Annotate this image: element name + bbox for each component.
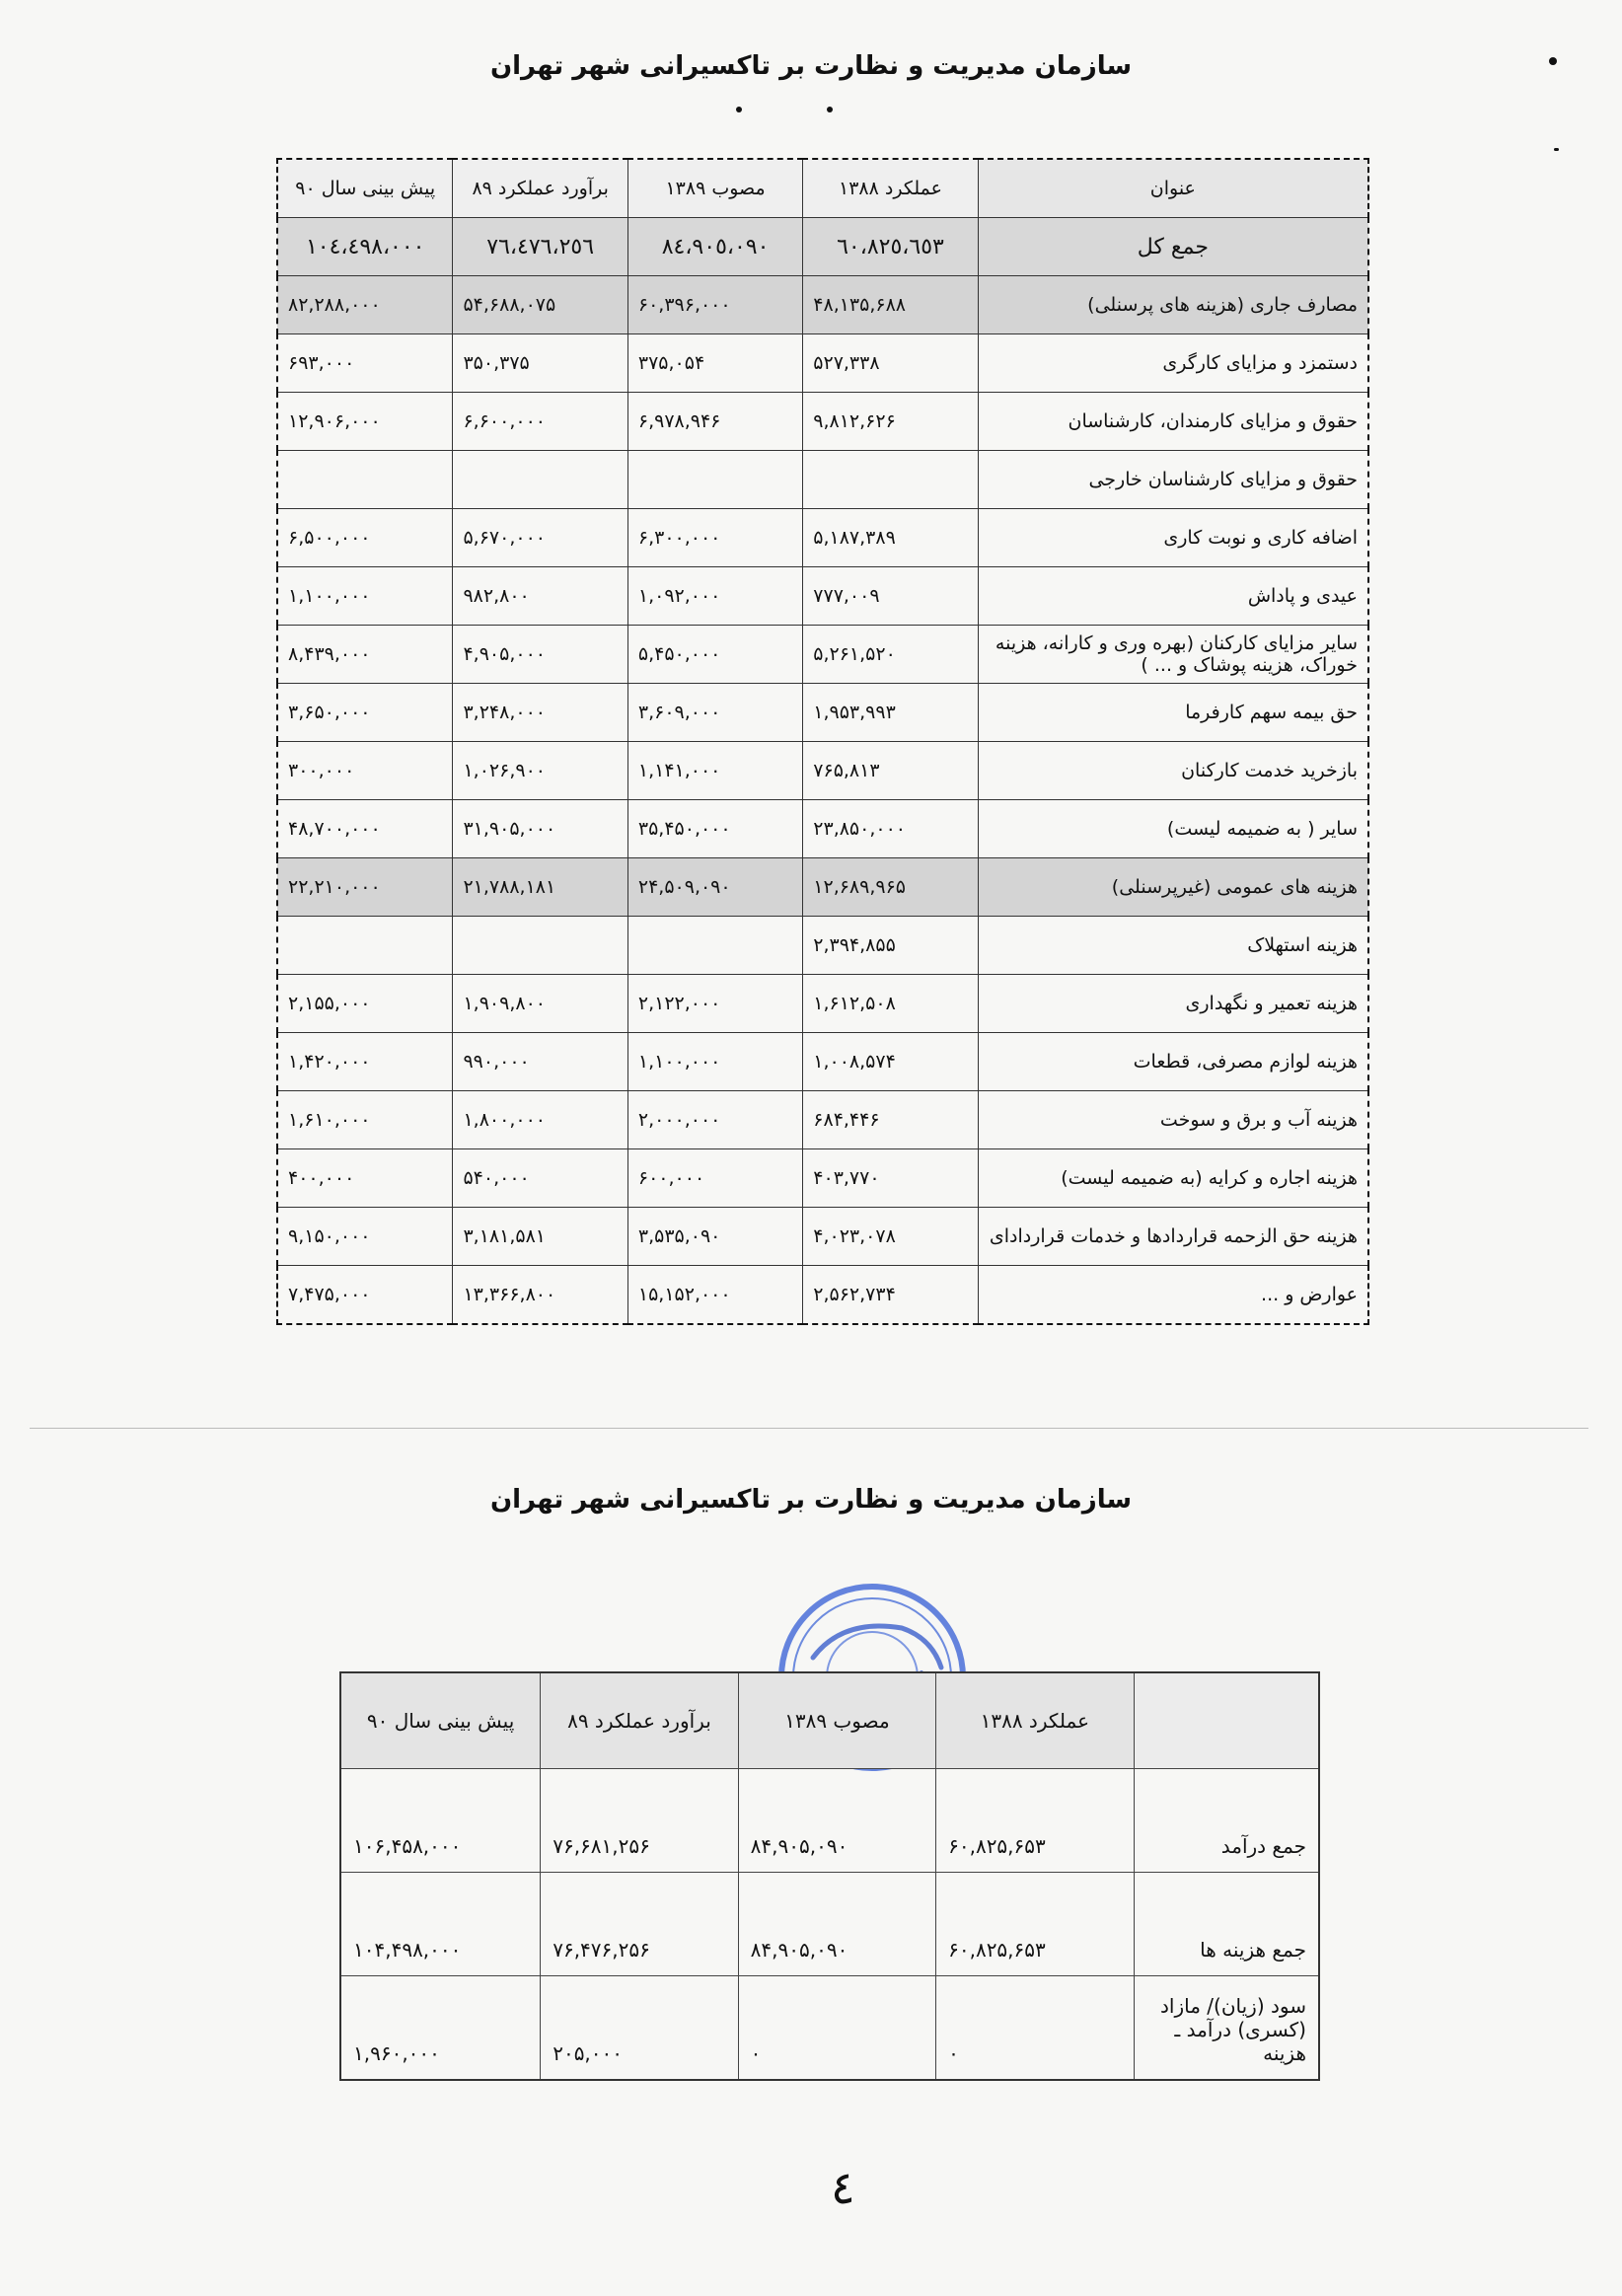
header-forecast-90: پیش بینی سال ۹۰ <box>277 159 453 218</box>
row-value: ۳,۲۴۸,۰۰۰ <box>453 684 627 742</box>
table-row <box>277 975 1368 1033</box>
row-value: ۹۸۲,۸۰۰ <box>453 567 627 626</box>
row-label: هزینه آب و برق و سوخت <box>978 1091 1368 1149</box>
row-value: ۲۱,۷۸۸,۱۸۱ <box>453 858 627 917</box>
row-value: ۳,۵۳۵,۰۹۰ <box>627 1208 802 1266</box>
row-value: ۲,۱۲۲,۰۰۰ <box>627 975 802 1033</box>
row-value: ۱,۰۹۲,۰۰۰ <box>627 567 802 626</box>
table-row <box>277 276 1368 334</box>
row-label: سایر مزایای کارکنان (بهره وری و کارانه، هزینه خوراک، هزینه پوشاک و ... ) <box>978 626 1368 684</box>
summary-row-value: ۰ <box>738 1976 935 2081</box>
row-value: ۶۸۴,۴۴۶ <box>803 1091 978 1149</box>
row-value: ۶,۵۰۰,۰۰۰ <box>277 509 453 567</box>
row-value: ۱۵,۱۵۲,۰۰۰ <box>627 1266 802 1325</box>
row-label: حقوق و مزایای کارمندان، کارشناسان <box>978 393 1368 451</box>
table-row <box>277 1208 1368 1266</box>
summary-row-value: ۷۶,۴۷۶,۲۵۶ <box>541 1873 738 1976</box>
row-value: ۱۲,۹۰۶,۰۰۰ <box>277 393 453 451</box>
row-value: ۳,۶۰۹,۰۰۰ <box>627 684 802 742</box>
row-value: ۵,۶۷۰,۰۰۰ <box>453 509 627 567</box>
table-row <box>277 742 1368 800</box>
row-value: ۱,۹۵۳,۹۹۳ <box>803 684 978 742</box>
summary-row-value: ۸۴,۹۰۵,۰۹۰ <box>738 1769 935 1873</box>
summary-header-blank <box>1134 1672 1319 1769</box>
row-value: ۲۴,۵۰۹,۰۹۰ <box>627 858 802 917</box>
summary-row-value: ۱۰۶,۴۵۸,۰۰۰ <box>340 1769 541 1873</box>
total-value: ٧٦،٤٧٦،٢٥٦ <box>453 218 627 276</box>
row-value: ۱,۱۴۱,۰۰۰ <box>627 742 802 800</box>
row-value: ۳۵,۴۵۰,۰۰۰ <box>627 800 802 858</box>
header-title: عنوان <box>978 159 1368 218</box>
summary-row-label: جمع هزینه ها <box>1134 1873 1319 1976</box>
row-value: ۷۶۵,۸۱۳ <box>803 742 978 800</box>
row-value: ۱,۰۲۶,۹۰۰ <box>453 742 627 800</box>
summary-row-value: ۶۰,۸۲۵,۶۵۳ <box>936 1873 1134 1976</box>
row-value: ۴,۰۲۳,۰۷۸ <box>803 1208 978 1266</box>
summary-row-value: ۸۴,۹۰۵,۰۹۰ <box>738 1873 935 1976</box>
row-value: ۴۸,۷۰۰,۰۰۰ <box>277 800 453 858</box>
table-row <box>277 858 1368 917</box>
row-value <box>277 451 453 509</box>
row-label: سایر ( به ضمیمه لیست) <box>978 800 1368 858</box>
summary-header-forecast-90: پیش بینی سال ۹۰ <box>340 1672 541 1769</box>
table-row <box>277 1091 1368 1149</box>
row-value: ۴۰۰,۰۰۰ <box>277 1149 453 1208</box>
summary-header-row <box>340 1672 1319 1769</box>
header-estimate-89: برآورد عملکرد ۸۹ <box>453 159 627 218</box>
summary-header-approved-1389: مصوب ۱۳۸۹ <box>738 1672 935 1769</box>
summary-row <box>340 1769 1319 1873</box>
row-label: بازخرید خدمت کارکنان <box>978 742 1368 800</box>
row-label: هزینه های عمومی (غیرپرسنلی) <box>978 858 1368 917</box>
summary-row <box>340 1873 1319 1976</box>
total-value: ١٠٤،٤٩٨،٠٠٠ <box>277 218 453 276</box>
row-value: ۱,۱۰۰,۰۰۰ <box>277 567 453 626</box>
row-value: ۵۴۰,۰۰۰ <box>453 1149 627 1208</box>
row-value: ۷۷۷,۰۰۹ <box>803 567 978 626</box>
summary-header-estimate-89: برآورد عملکرد ۸۹ <box>541 1672 738 1769</box>
row-value: ۵,۲۶۱,۵۲۰ <box>803 626 978 684</box>
total-label: جمع کل <box>978 218 1368 276</box>
summary-row-label: سود (زیان)/ مازاد (کسری) درآمد ـ هزینه <box>1134 1976 1319 2081</box>
summary-row-value: ۰ <box>936 1976 1134 2081</box>
row-label: هزینه حق الزحمه قراردادها و خدمات قراردادای <box>978 1208 1368 1266</box>
row-label: مصارف جاری (هزینه های پرسنلی) <box>978 276 1368 334</box>
summary-table <box>339 1671 1320 2081</box>
table-row <box>277 1033 1368 1091</box>
row-value: ۶,۶۰۰,۰۰۰ <box>453 393 627 451</box>
table-row <box>277 626 1368 684</box>
row-value: ۱,۱۰۰,۰۰۰ <box>627 1033 802 1091</box>
summary-row-value: ۷۶,۶۸۱,۲۵۶ <box>541 1769 738 1873</box>
row-value <box>627 451 802 509</box>
table-row <box>277 800 1368 858</box>
title-dot <box>827 107 833 112</box>
table-row <box>277 393 1368 451</box>
row-label: عیدی و پاداش <box>978 567 1368 626</box>
row-value <box>627 917 802 975</box>
summary-row-value: ۶۰,۸۲۵,۶۵۳ <box>936 1769 1134 1873</box>
title-dot <box>736 107 742 112</box>
row-label: عوارض و ... <box>978 1266 1368 1325</box>
row-label: هزینه استهلاک <box>978 917 1368 975</box>
row-value: ۵,۴۵۰,۰۰۰ <box>627 626 802 684</box>
row-value: ۱۲,۶۸۹,۹۶۵ <box>803 858 978 917</box>
row-value: ۳۷۵,۰۵۴ <box>627 334 802 393</box>
summary-row-label: جمع درآمد <box>1134 1769 1319 1873</box>
scan-mark <box>1554 148 1559 151</box>
header-actual-1388: عملکرد ۱۳۸۸ <box>803 159 978 218</box>
row-value: ۹,۱۵۰,۰۰۰ <box>277 1208 453 1266</box>
row-value: ۹,۸۱۲,۶۲۶ <box>803 393 978 451</box>
table-row <box>277 1266 1368 1325</box>
page-divider <box>30 1428 1588 1429</box>
row-value <box>453 917 627 975</box>
row-value <box>803 451 978 509</box>
table-row <box>277 567 1368 626</box>
row-label: دستمزد و مزایای کارگری <box>978 334 1368 393</box>
row-value <box>453 451 627 509</box>
row-value: ۸۲,۲۸۸,۰۰۰ <box>277 276 453 334</box>
row-value: ۱,۶۱۰,۰۰۰ <box>277 1091 453 1149</box>
page-number: ٤ <box>831 2161 855 2214</box>
total-row <box>277 218 1368 276</box>
total-value: ٦٠،٨٢٥،٦٥٣ <box>803 218 978 276</box>
row-value: ۴۰۳,۷۷۰ <box>803 1149 978 1208</box>
row-value: ۵۴,۶۸۸,۰۷۵ <box>453 276 627 334</box>
row-value: ۴,۹۰۵,۰۰۰ <box>453 626 627 684</box>
row-value: ۲,۱۵۵,۰۰۰ <box>277 975 453 1033</box>
row-value: ۶۹۳,۰۰۰ <box>277 334 453 393</box>
row-value: ۵,۱۸۷,۳۸۹ <box>803 509 978 567</box>
table-header-row <box>277 159 1368 218</box>
table-row <box>277 334 1368 393</box>
table-row <box>277 451 1368 509</box>
header-approved-1389: مصوب ۱۳۸۹ <box>627 159 802 218</box>
row-value: ۲,۳۹۴,۸۵۵ <box>803 917 978 975</box>
row-value: ۶,۹۷۸,۹۴۶ <box>627 393 802 451</box>
summary-row-value: ۱,۹۶۰,۰۰۰ <box>340 1976 541 2081</box>
row-label: هزینه اجاره و کرایه (به ضمیمه لیست) <box>978 1149 1368 1208</box>
page-title-bottom: سازمان مدیریت و نظارت بر تاکسیرانی شهر تهران <box>489 1485 1133 1515</box>
row-value: ۳۱,۹۰۵,۰۰۰ <box>453 800 627 858</box>
row-label: هزینه تعمیر و نگهداری <box>978 975 1368 1033</box>
table-row <box>277 1149 1368 1208</box>
row-value: ۶۰۰,۰۰۰ <box>627 1149 802 1208</box>
row-value: ۲۳,۸۵۰,۰۰۰ <box>803 800 978 858</box>
row-label: حق بیمه سهم کارفرما <box>978 684 1368 742</box>
row-value: ۱,۹۰۹,۸۰۰ <box>453 975 627 1033</box>
page-title-top: سازمان مدیریت و نظارت بر تاکسیرانی شهر تهران <box>489 51 1133 81</box>
summary-row-value: ۱۰۴,۴۹۸,۰۰۰ <box>340 1873 541 1976</box>
row-value: ۱,۶۱۲,۵۰۸ <box>803 975 978 1033</box>
row-value: ۱,۸۰۰,۰۰۰ <box>453 1091 627 1149</box>
summary-header-actual-1388: عملکرد ۱۳۸۸ <box>936 1672 1134 1769</box>
row-value: ۳,۱۸۱,۵۸۱ <box>453 1208 627 1266</box>
table-row <box>277 684 1368 742</box>
row-value: ۳۵۰,۳۷۵ <box>453 334 627 393</box>
row-value: ۵۲۷,۳۳۸ <box>803 334 978 393</box>
row-value: ۶۰,۳۹۶,۰۰۰ <box>627 276 802 334</box>
row-value: ۶,۳۰۰,۰۰۰ <box>627 509 802 567</box>
row-value: ۷,۴۷۵,۰۰۰ <box>277 1266 453 1325</box>
row-value: ۲۲,۲۱۰,۰۰۰ <box>277 858 453 917</box>
summary-row <box>340 1976 1319 2081</box>
row-value: ۲,۵۶۲,۷۳۴ <box>803 1266 978 1325</box>
total-value: ٨٤،٩٠٥،٠٩٠ <box>627 218 802 276</box>
table-row <box>277 917 1368 975</box>
row-value: ۳۰۰,۰۰۰ <box>277 742 453 800</box>
row-label: حقوق و مزایای کارشناسان خارجی <box>978 451 1368 509</box>
budget-table <box>276 158 1369 1325</box>
row-value: ۱۳,۳۶۶,۸۰۰ <box>453 1266 627 1325</box>
row-value: ۴۸,۱۳۵,۶۸۸ <box>803 276 978 334</box>
table-row <box>277 509 1368 567</box>
row-label: هزینه لوازم مصرفی، قطعات <box>978 1033 1368 1091</box>
row-value <box>277 917 453 975</box>
row-value: ۱,۴۲۰,۰۰۰ <box>277 1033 453 1091</box>
row-value: ۸,۴۳۹,۰۰۰ <box>277 626 453 684</box>
row-value: ۳,۶۵۰,۰۰۰ <box>277 684 453 742</box>
row-value: ۲,۰۰۰,۰۰۰ <box>627 1091 802 1149</box>
row-label: اضافه کاری و نوبت کاری <box>978 509 1368 567</box>
summary-row-value: ۲۰۵,۰۰۰ <box>541 1976 738 2081</box>
row-value: ۱,۰۰۸,۵۷۴ <box>803 1033 978 1091</box>
row-value: ۹۹۰,۰۰۰ <box>453 1033 627 1091</box>
